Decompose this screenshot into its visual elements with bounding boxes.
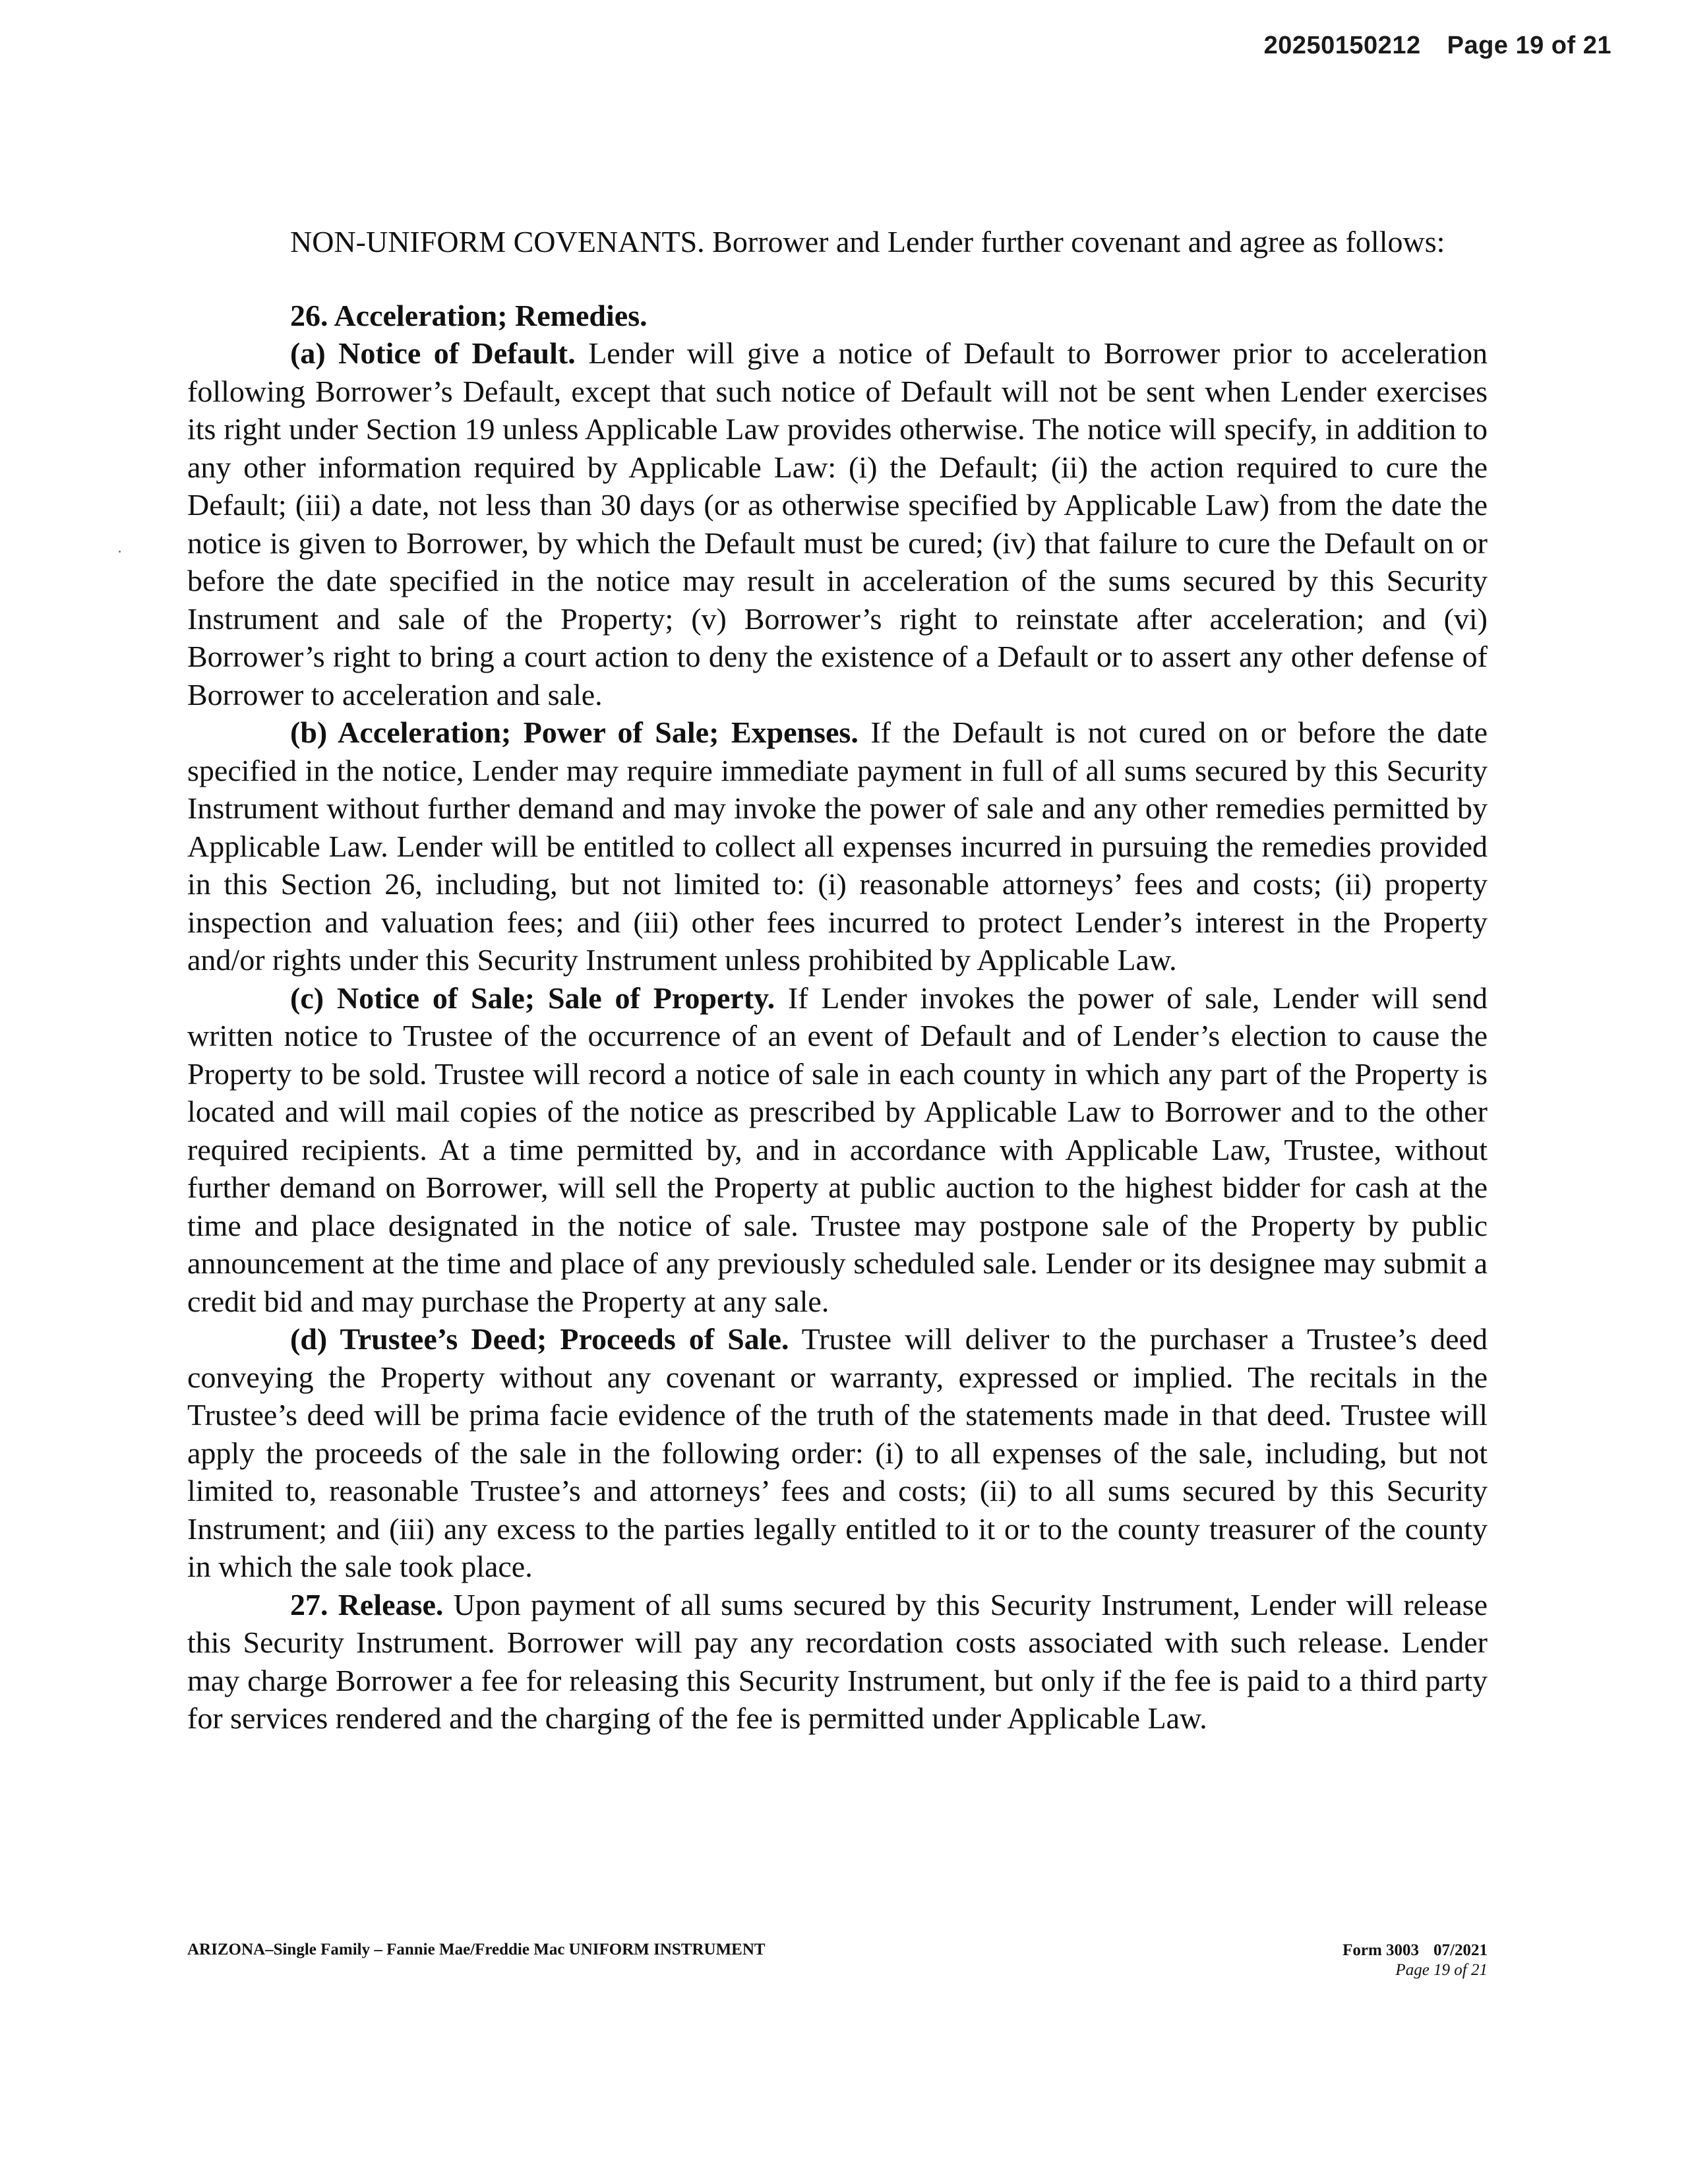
footer-form-info	[1342, 1941, 1488, 1980]
footer-instrument-title: ARIZONA–Single Family – Fannie Mae/Freddie Mac UNIFORM INSTRUMENT	[187, 1941, 766, 1958]
section-26b-paragraph	[187, 713, 1488, 979]
recording-stamp	[1264, 32, 1612, 60]
footer-page-number: Page 19 of 21	[1395, 1961, 1488, 1979]
section-26d-text: Trustee will deliver to the purchaser a Trustee’s deed conveying the Property without any covenant or warranty, expressed or implied. The recitals in the Trustee’s deed will be prima facie evidence of the truth of the statements made in that deed. Trustee will apply the proceeds of the sale in the following order: (i) to all expenses of the sale, including, but not limited to, reasonable Trustee’s and attorneys’ fees and costs; (ii) to all sums secured by this Security Instrument; and (iii) any excess to the parties legally entitled to it or to the county treasurer of the county in which the sale took place.	[187, 1322, 1488, 1583]
section-27-text: Upon payment of all sums secured by this Security Instrument, Lender will release this Security Instrument. Borrower will pay any recordation costs associated with such release. Lender may charge Borrower a fee for releasing this Security Instrument, but only if the fee is paid to a third party for services rendered and the charging of the fee is permitted under Applicable Law.	[187, 1587, 1488, 1735]
section-26c-title: (c) Notice of Sale; Sale of Property.	[290, 981, 775, 1015]
section-26d-paragraph	[187, 1320, 1488, 1586]
section-26b-title: (b) Acceleration; Power of Sale; Expenses.	[290, 715, 859, 749]
page-count: Page 19 of 21	[1447, 32, 1612, 59]
section-26a-text: Lender will give a notice of Default to Borrower prior to acceleration following Borrower’s Default, except that such notice of Default will not be sent when Lender exercises its right under Section 19 unless Applicable Law provides otherwise. The notice will specify, in addition to any other information required by Applicable Law: (i) the Default; (ii) the action required to cure the Default; (iii) a date, not less than 30 days (or as otherwise specified by Applicable Law) from the date the notice is given to Borrower, by which the Default must be cured; (iv) that failure to cure the Default on or before the date specified in the notice may result in acceleration of the sums secured by this Security Instrument and sale of the Property; (v) Borrower’s right to reinstate after acceleration; and (vi) Borrower’s right to bring a court action to deny the existence of a Default or to assert any other defense of Borrower to acceleration and sale.	[187, 336, 1488, 712]
footer-form-date: 07/2021	[1433, 1941, 1488, 1959]
section-26d-title: (d) Trustee’s Deed; Proceeds of Sale.	[290, 1322, 789, 1356]
section-27-paragraph	[187, 1586, 1488, 1738]
section-26b-text: If the Default is not cured on or before the date specified in the notice, Lender may require immediate payment in full of all sums secured by this Security Instrument without further demand and may invoke the power of sale and any other remedies permitted by Applicable Law. Lender will be entitled to collect all expenses incurred in pursuing the remedies provided in this Section 26, including, but not limited to: (i) reasonable attorneys’ fees and costs; (ii) property inspection and valuation fees; and (iii) other fees incurred to protect Lender’s interest in the Property and/or rights under this Security Instrument unless prohibited by Applicable Law.	[187, 715, 1488, 977]
document-number: 20250150212	[1263, 32, 1421, 59]
document-body	[187, 223, 1488, 1738]
section-26a-title: (a) Notice of Default.	[290, 336, 576, 370]
section-26a-paragraph	[187, 334, 1488, 713]
scan-speck	[119, 551, 121, 553]
section-26c-paragraph	[187, 979, 1488, 1321]
footer-form-number: Form 3003	[1342, 1941, 1420, 1959]
section-27-heading: 27. Release.	[290, 1587, 444, 1622]
section-26c-text: If Lender invokes the power of sale, Lender will send written notice to Trustee of the occurrence of an event of Default and of Lender’s election to cause the Property to be sold. Trustee will record a notice of sale in each county in which any part of the Property is located and will mail copies of the notice as prescribed by Applicable Law to Borrower and to the other required recipients. At a time permitted by, and in accordance with Applicable Law, Trustee, without further demand on Borrower, will sell the Property at public auction to the highest bidder for cash at the time and place designated in the notice of sale. Trustee may postpone sale of the Property by public announcement at the time and place of any previously scheduled sale. Lender or its designee may submit a credit bid and may purchase the Property at any sale.	[187, 981, 1488, 1318]
intro-paragraph: NON-UNIFORM COVENANTS. Borrower and Lender further covenant and agree as follows:	[290, 225, 1445, 258]
section-26-heading: 26. Acceleration; Remedies.	[290, 298, 648, 332]
